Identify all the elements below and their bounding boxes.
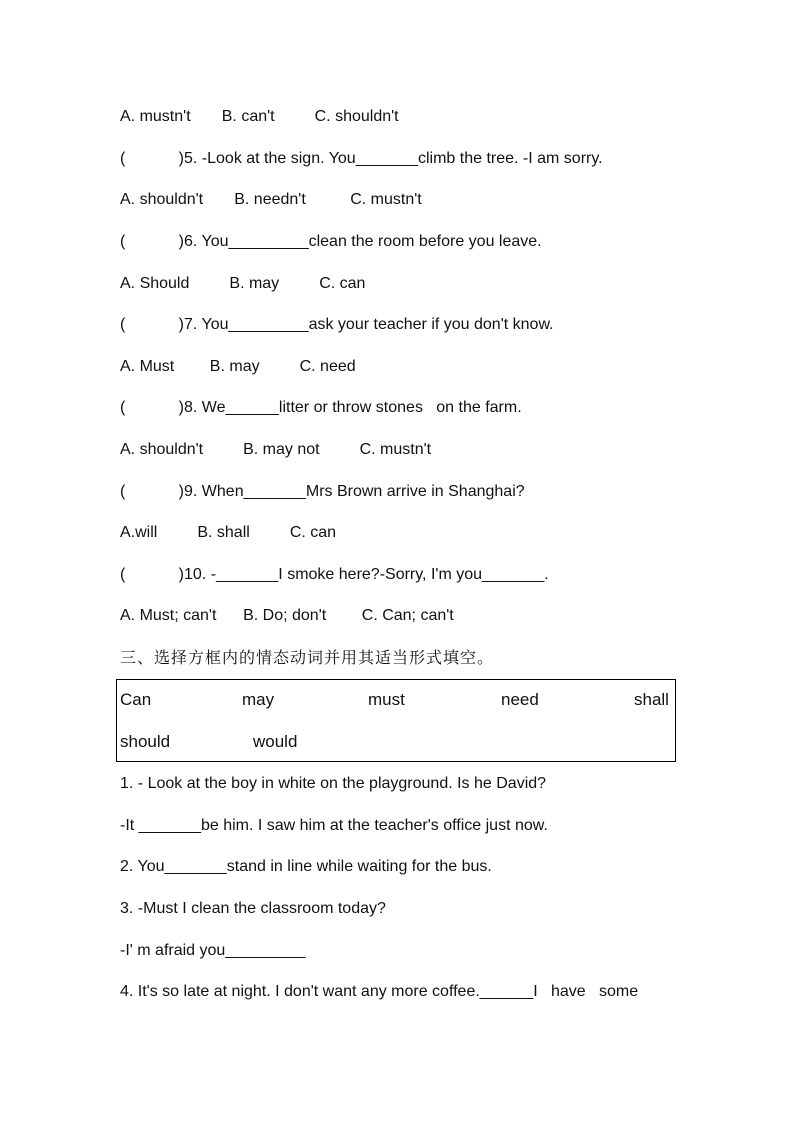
- q7-options: A. Must B. may C. need: [120, 358, 356, 375]
- word-would: would: [253, 732, 298, 751]
- q9-options: A.will B. shall C. can: [120, 524, 337, 541]
- q10-options: A. Must; can't B. Do; don't C. Can; can't: [120, 607, 454, 624]
- word-should: should: [120, 732, 171, 751]
- section-3-heading: 三、选择方框内的情态动词并用其适当形式填空。: [120, 648, 495, 667]
- word-may: may: [242, 690, 275, 709]
- q6-options: A. Should B. may C. can: [120, 275, 366, 292]
- q8-options: A. shouldn't B. may not C. mustn't: [120, 441, 432, 458]
- word-box: [116, 679, 676, 762]
- fill-2: 2. You_______stand in line while waiting for the bus.: [120, 858, 492, 875]
- word-shall: shall: [634, 690, 669, 709]
- fill-3-question: 3. -Must I clean the classroom today?: [120, 900, 386, 917]
- fill-3-answer: -I' m afraid you_________: [120, 942, 306, 959]
- word-need: need: [501, 690, 539, 709]
- fill-4: 4. It's so late at night. I don't want any more coffee.______I have some: [120, 983, 639, 1000]
- question-5: ( )5. -Look at the sign. You_______climb the tree. -I am sorry.: [120, 150, 603, 167]
- fill-1-question: 1. - Look at the boy in white on the playground. Is he David?: [120, 775, 547, 792]
- q4-options: A. mustn't B. can't C. shouldn't: [120, 108, 399, 125]
- question-9: ( )9. When_______Mrs Brown arrive in Shanghai?: [120, 483, 525, 500]
- fill-1-answer: -It _______be him. I saw him at the teacher's office just now.: [120, 817, 548, 834]
- word-can: Can: [120, 690, 152, 709]
- question-6: ( )6. You_________clean the room before you leave.: [120, 233, 542, 250]
- question-10: ( )10. -_______I smoke here?-Sorry, I'm you_______.: [120, 566, 549, 583]
- question-8: ( )8. We______litter or throw stones on the farm.: [120, 399, 522, 416]
- q5-options: A. shouldn't B. needn't C. mustn't: [120, 191, 422, 208]
- word-must: must: [368, 690, 405, 709]
- question-7: ( )7. You_________ask your teacher if you don't know.: [120, 316, 554, 333]
